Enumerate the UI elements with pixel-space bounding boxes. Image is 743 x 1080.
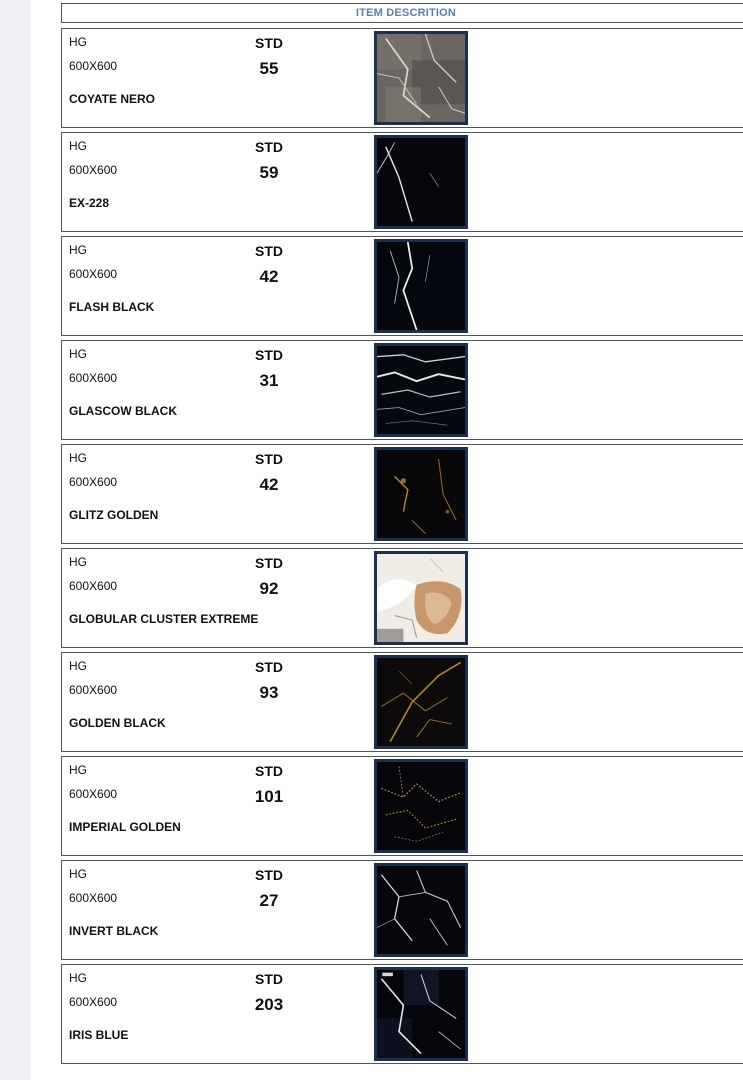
ex-228-tile-image [374,135,468,229]
item-size: 600X600 [69,59,118,73]
item-quantity: 203 [254,995,284,1014]
item-quantity: 59 [259,163,279,182]
imperial-golden-tile-image [374,759,468,853]
item-description-header: ITEM DESCRITION [61,3,743,23]
item-name: GOLDEN BLACK [69,716,166,730]
item-row-globular-cluster-extreme [61,548,743,648]
document-page [31,0,743,1080]
item-quantity: 31 [259,371,279,390]
item-row-ex-228 [61,132,743,232]
item-name: COYATE NERO [69,92,156,106]
item-quantity: 27 [259,891,279,910]
item-std-label: STD [255,971,283,987]
item-row-flash-black [61,236,743,336]
item-row-glitz-golden [61,444,743,544]
item-quantity: 93 [259,683,279,702]
item-quantity: 42 [259,475,279,494]
globular-cluster-extreme-tile-image [374,551,468,645]
item-size: 600X600 [69,475,118,489]
item-std-label: STD [255,139,283,155]
item-std-label: STD [255,555,283,571]
item-quantity: 55 [259,59,279,78]
coyate-nero-tile-image [374,31,468,125]
item-name: GLASCOW BLACK [69,404,177,418]
item-grade: HG [69,139,87,153]
item-name: INVERT BLACK [69,924,159,938]
item-name: IMPERIAL GOLDEN [69,820,181,834]
item-grade: HG [69,763,87,777]
item-size: 600X600 [69,787,118,801]
item-name: FLASH BLACK [69,300,155,314]
item-std-label: STD [255,243,283,259]
item-grade: HG [69,659,87,673]
glitz-golden-tile-image [374,447,468,541]
item-quantity: 101 [254,787,284,806]
item-quantity: 42 [259,267,279,286]
item-row-iris-blue [61,964,743,1064]
item-grade: HG [69,867,87,881]
item-size: 600X600 [69,163,118,177]
item-list [61,28,743,1068]
item-grade: HG [69,971,87,985]
item-size: 600X600 [69,371,118,385]
item-row-invert-black [61,860,743,960]
item-std-label: STD [255,451,283,467]
item-row-imperial-golden [61,756,743,856]
item-grade: HG [69,555,87,569]
glascow-black-tile-image [374,343,468,437]
item-size: 600X600 [69,579,118,593]
flash-black-tile-image [374,239,468,333]
item-std-label: STD [255,347,283,363]
item-grade: HG [69,451,87,465]
item-std-label: STD [255,659,283,675]
item-row-glascow-black [61,340,743,440]
item-std-label: STD [255,35,283,51]
item-name: GLITZ GOLDEN [69,508,159,522]
item-size: 600X600 [69,995,118,1009]
item-row-golden-black [61,652,743,752]
item-row-coyate-nero [61,28,743,128]
item-grade: HG [69,347,87,361]
item-name: EX-228 [69,196,110,210]
iris-blue-tile-image [374,967,468,1061]
item-size: 600X600 [69,683,118,697]
golden-black-tile-image [374,655,468,749]
item-std-label: STD [255,867,283,883]
item-grade: HG [69,243,87,257]
item-name: GLOBULAR CLUSTER EXTREME [69,612,259,626]
item-name: IRIS BLUE [69,1028,129,1042]
item-size: 600X600 [69,891,118,905]
item-grade: HG [69,35,87,49]
item-quantity: 92 [259,579,279,598]
invert-black-tile-image [374,863,468,957]
item-size: 600X600 [69,267,118,281]
item-std-label: STD [255,763,283,779]
